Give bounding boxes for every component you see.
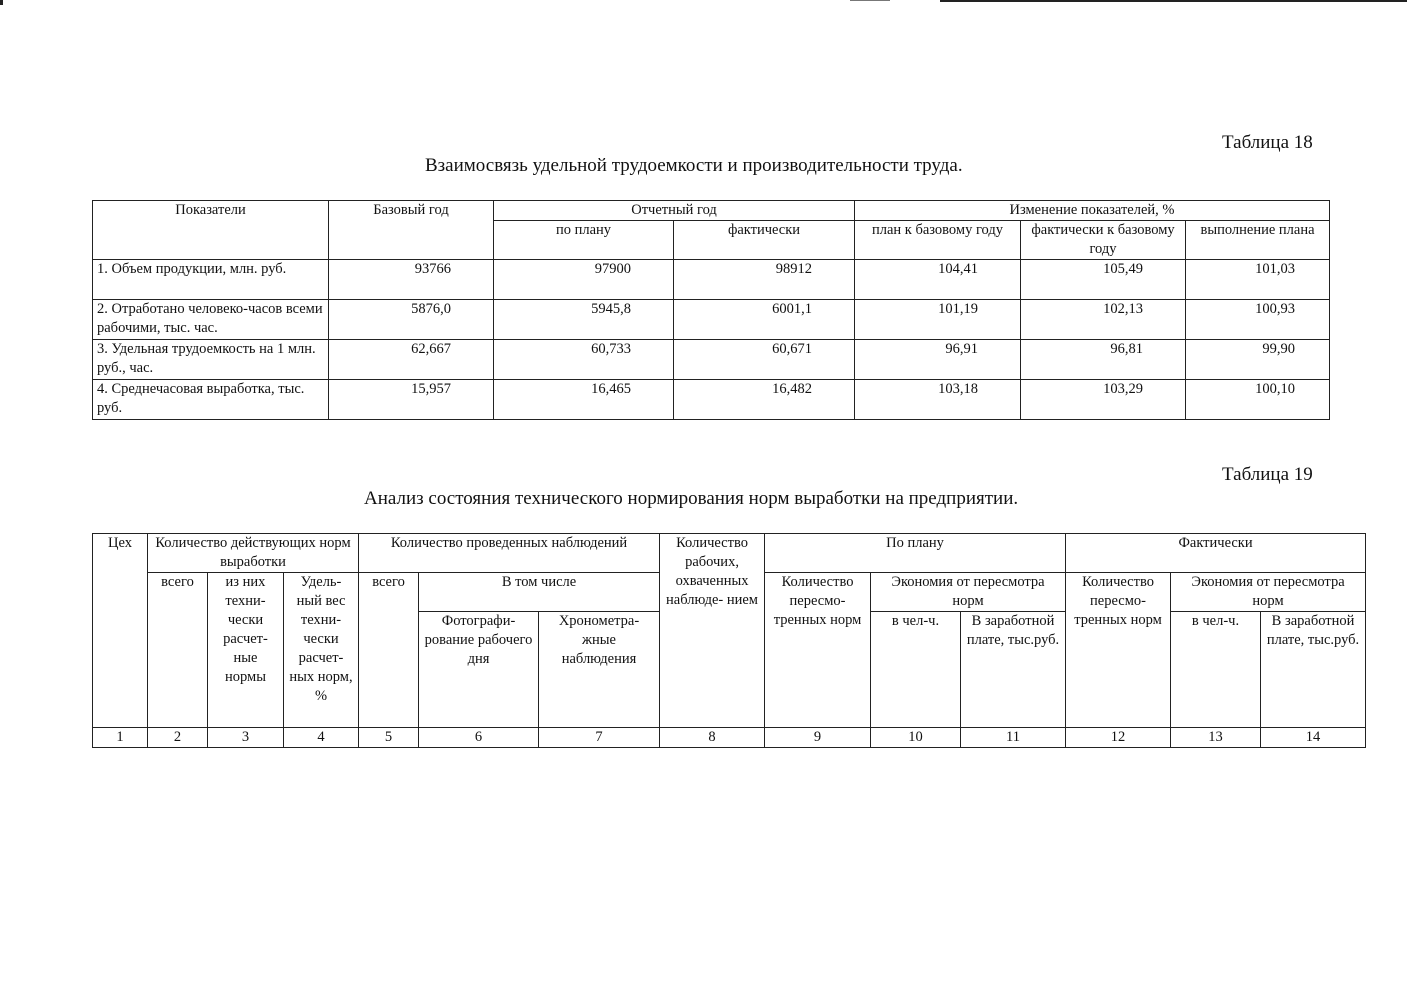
cell-plan-vs-base: 101,19	[855, 300, 1021, 340]
cell-plan-vs-base: 96,91	[855, 340, 1021, 380]
cell-base: 15,957	[329, 380, 494, 420]
table-18-title: Взаимосвязь удельной трудоемкости и производительности труда.	[425, 155, 963, 176]
header-of-which-tech: из них техни- чески расчет- ные нормы	[208, 573, 284, 728]
header-base-year: Базовый год	[329, 201, 494, 260]
table-row	[93, 340, 1330, 380]
header-savings-fact: Экономия от пересмотра норм	[1171, 573, 1366, 612]
cell-fact: 98912	[674, 260, 855, 300]
scan-mark	[0, 0, 3, 5]
column-number: 12	[1066, 728, 1171, 748]
row-label: 2. Отработано человеко-часов всеми рабочими, тыс. час.	[93, 300, 329, 340]
cell-base: 62,667	[329, 340, 494, 380]
header-wages-plan: В заработной плате, тыс.руб.	[961, 612, 1066, 728]
header-plan-vs-base: план к базовому году	[855, 221, 1021, 260]
row-label: 4. Среднечасовая выработка, тыс. руб.	[93, 380, 329, 420]
cell-plan-vs-base: 103,18	[855, 380, 1021, 420]
table-row	[93, 260, 1330, 300]
header-obs-total: всего	[359, 573, 419, 728]
table-row	[93, 380, 1330, 420]
cell-plan: 60,733	[494, 340, 674, 380]
header-wages-fact: В заработной плате, тыс.руб.	[1261, 612, 1366, 728]
cell-base: 5876,0	[329, 300, 494, 340]
column-number: 2	[148, 728, 208, 748]
cell-actual-vs-base: 102,13	[1021, 300, 1186, 340]
header-manhours-plan: в чел-ч.	[871, 612, 961, 728]
column-number: 4	[284, 728, 359, 748]
header-photo: Фотографи- рование рабочего дня	[419, 612, 539, 728]
header-observations: Количество проведенных наблюдений	[359, 534, 660, 573]
cell-actual-vs-base: 96,81	[1021, 340, 1186, 380]
header-savings-plan: Экономия от пересмотра норм	[871, 573, 1066, 612]
header-actual: Фактически	[1066, 534, 1366, 573]
header-chrono: Хронометра- жные наблюдения	[539, 612, 660, 728]
column-numbers-row	[93, 728, 1366, 748]
column-number: 8	[660, 728, 765, 748]
table-19-label: Таблица 19	[1222, 464, 1313, 485]
header-share-tech: Удель- ный вес техни- чески расчет- ных норм, %	[284, 573, 359, 728]
header-change: Изменение показателей, %	[855, 201, 1330, 221]
column-number: 11	[961, 728, 1066, 748]
header-including: В том числе	[419, 573, 660, 612]
scan-line	[850, 0, 890, 1]
header-actual: фактически	[674, 221, 855, 260]
table-row	[93, 300, 1330, 340]
column-number: 10	[871, 728, 961, 748]
cell-fact: 60,671	[674, 340, 855, 380]
cell-fact: 6001,1	[674, 300, 855, 340]
column-number: 5	[359, 728, 419, 748]
header-indicators: Показатели	[93, 201, 329, 260]
cell-fulfillment: 99,90	[1186, 340, 1330, 380]
scan-line	[940, 0, 1407, 2]
header-norms-total: всего	[148, 573, 208, 728]
column-number: 9	[765, 728, 871, 748]
table-18-label: Таблица 18	[1222, 132, 1313, 153]
header-manhours-fact: в чел-ч.	[1171, 612, 1261, 728]
column-number: 1	[93, 728, 148, 748]
cell-actual-vs-base: 105,49	[1021, 260, 1186, 300]
cell-plan: 16,465	[494, 380, 674, 420]
header-fulfillment: выполнение плана	[1186, 221, 1330, 260]
cell-actual-vs-base: 103,29	[1021, 380, 1186, 420]
header-revised-plan: Количество пересмо- тренных норм	[765, 573, 871, 728]
table-19-title: Анализ состояния технического нормирования норм выработки на предприятии.	[364, 488, 1019, 509]
header-revised-fact: Количество пересмо- тренных норм	[1066, 573, 1171, 728]
column-number: 13	[1171, 728, 1261, 748]
cell-fulfillment: 100,93	[1186, 300, 1330, 340]
header-shop: Цех	[93, 534, 148, 728]
cell-fact: 16,482	[674, 380, 855, 420]
header-by-plan: по плану	[494, 221, 674, 260]
cell-plan: 5945,8	[494, 300, 674, 340]
cell-fulfillment: 101,03	[1186, 260, 1330, 300]
table-18	[92, 200, 1330, 420]
column-number: 7	[539, 728, 660, 748]
cell-base: 93766	[329, 260, 494, 300]
row-label: 3. Удельная трудоемкость на 1 млн. руб., час.	[93, 340, 329, 380]
table-19	[92, 533, 1366, 748]
header-norms-count: Количество действующих норм выработки	[148, 534, 359, 573]
column-number: 6	[419, 728, 539, 748]
header-by-plan: По плану	[765, 534, 1066, 573]
header-workers: Количество рабочих, охваченных наблюде- нием	[660, 534, 765, 728]
header-actual-vs-base: фактически к базовому году	[1021, 221, 1186, 260]
row-label: 1. Объем продукции, млн. руб.	[93, 260, 329, 300]
column-number: 3	[208, 728, 284, 748]
header-report-year: Отчетный год	[494, 201, 855, 221]
column-number: 14	[1261, 728, 1366, 748]
cell-fulfillment: 100,10	[1186, 380, 1330, 420]
cell-plan: 97900	[494, 260, 674, 300]
cell-plan-vs-base: 104,41	[855, 260, 1021, 300]
